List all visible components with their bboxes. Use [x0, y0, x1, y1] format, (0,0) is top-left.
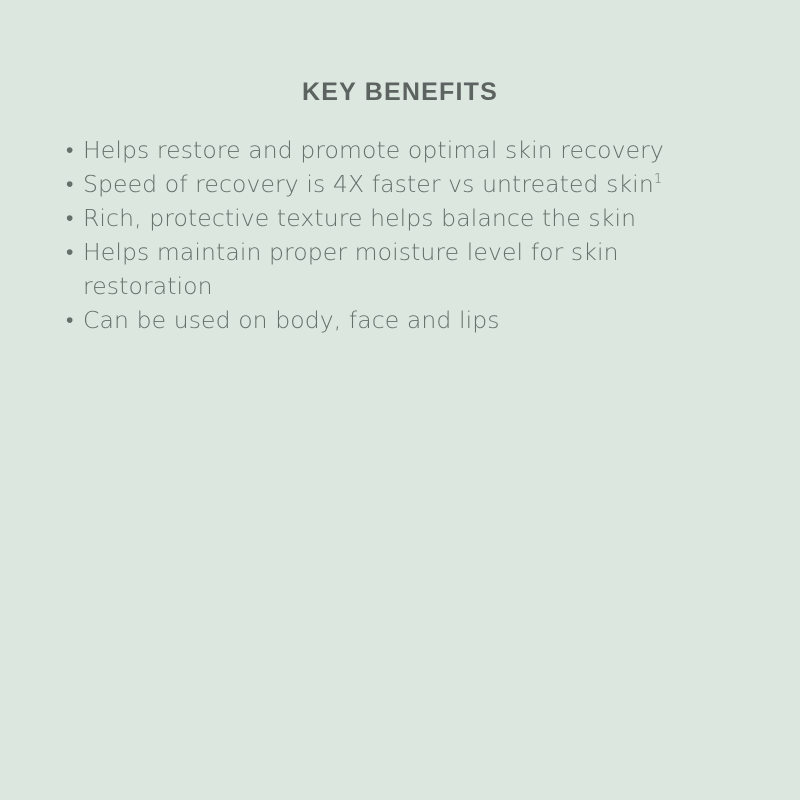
bullet-icon: •	[66, 240, 74, 264]
bullet-icon: •	[66, 138, 74, 162]
list-item	[66, 303, 746, 337]
bullet-icon: •	[66, 206, 74, 230]
list-item-label: Rich, protective texture helps balance the skin	[83, 204, 637, 232]
list-item-label: Speed of recovery is 4X faster vs untreated skin$^1$	[83, 170, 663, 198]
page-title: KEY BENEFITS	[302, 78, 498, 106]
list-item-label: Helps maintain proper moisture level for skin restoration	[83, 238, 619, 300]
list-item-label: Helps restore and promote optimal skin recovery	[83, 136, 664, 164]
list-item	[66, 201, 746, 235]
footnote-marker: 1	[653, 172, 663, 188]
list-item	[66, 133, 746, 167]
bullet-icon: •	[66, 172, 74, 196]
benefits-list	[66, 133, 746, 337]
list-item-label: Can be used on body, face and lips	[83, 306, 500, 334]
list-item	[66, 167, 746, 201]
list-item	[66, 235, 746, 303]
bullet-icon: •	[66, 308, 74, 332]
